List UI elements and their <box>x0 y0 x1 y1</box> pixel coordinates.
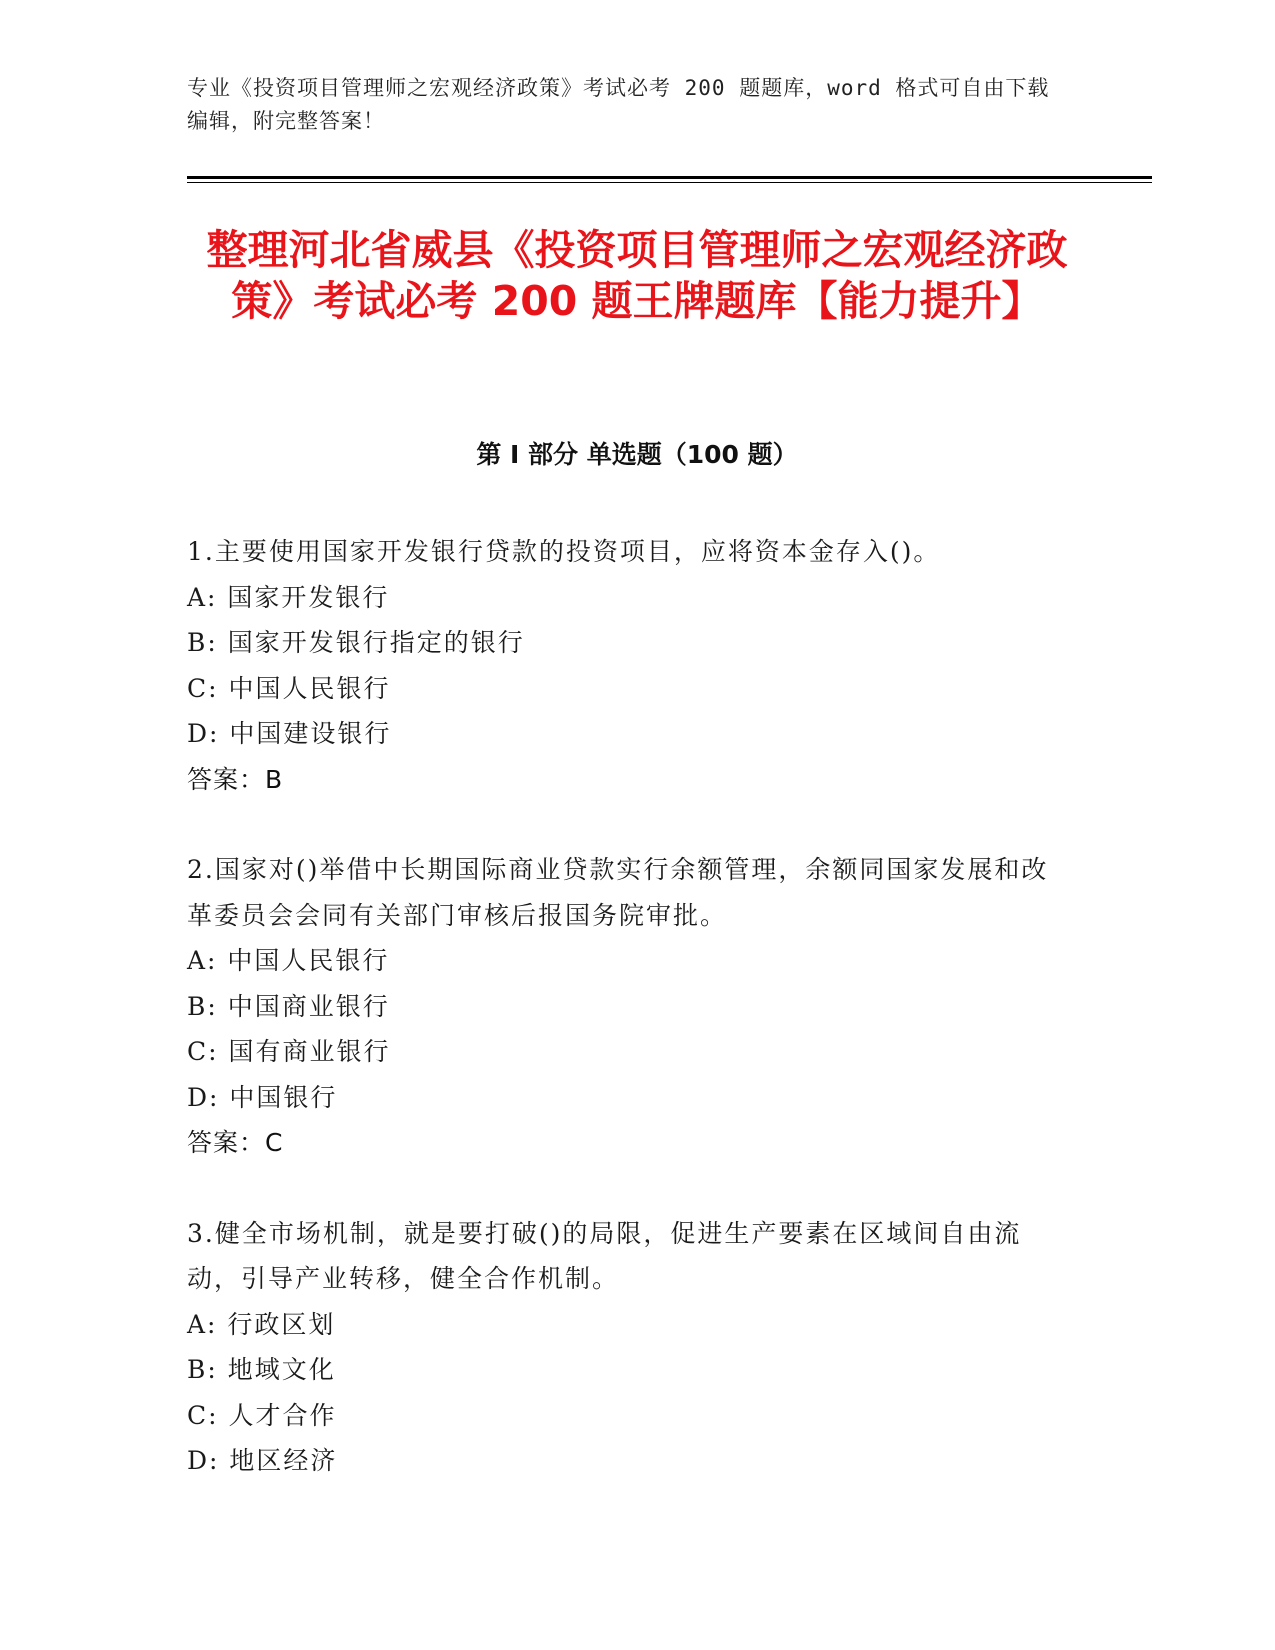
option-a: A: 国家开发银行 <box>187 582 390 612</box>
question-stem: 2.国家对()举借中长期国际商业贷款实行余额管理，余额同国家发展和改革委员会会同有关部门审核后报国务院审批。 <box>187 855 1049 930</box>
question-stem: 3.健全市场机制，就是要打破()的局限，促进生产要素在区域间自由流动，引导产业转移，健全合作机制。 <box>187 1218 1022 1293</box>
option-d: D: 中国建设银行 <box>187 719 392 748</box>
question-3 <box>187 1211 1067 1484</box>
header-rule-thick <box>187 176 1152 179</box>
question-2 <box>187 847 1067 1166</box>
option-c: C: 人才合作 <box>187 1400 337 1430</box>
header-rule-thin <box>187 182 1152 183</box>
option-a: A: 中国人民银行 <box>187 946 390 975</box>
answer: 答案：C <box>187 1128 284 1157</box>
option-c: C: 国有商业银行 <box>187 1037 391 1066</box>
option-b: B: 中国商业银行 <box>187 991 390 1021</box>
question-1 <box>187 529 1067 802</box>
option-d: D: 地区经济 <box>187 1446 338 1475</box>
document-title: 整理河北省威县《投资项目管理师之宏观经济政策》考试必考 200 题王牌题库【能力提升】 <box>206 226 1068 325</box>
option-c: C: 中国人民银行 <box>187 673 391 703</box>
answer: 答案：B <box>187 764 284 794</box>
option-d: D: 中国银行 <box>187 1082 338 1112</box>
question-list <box>187 529 1067 1529</box>
option-b: B: 地域文化 <box>187 1355 336 1384</box>
section-heading: 第 I 部分 单选题（100 题） <box>476 440 798 469</box>
header-note: 专业《投资项目管理师之宏观经济政策》考试必考 200 题题库，word 格式可自由下载编辑，附完整答案！ <box>187 76 1050 133</box>
question-stem: 1.主要使用国家开发银行贷款的投资项目，应将资本金存入()。 <box>187 537 941 566</box>
option-b: B: 国家开发银行指定的银行 <box>187 628 525 657</box>
option-a: A: 行政区划 <box>187 1309 336 1339</box>
